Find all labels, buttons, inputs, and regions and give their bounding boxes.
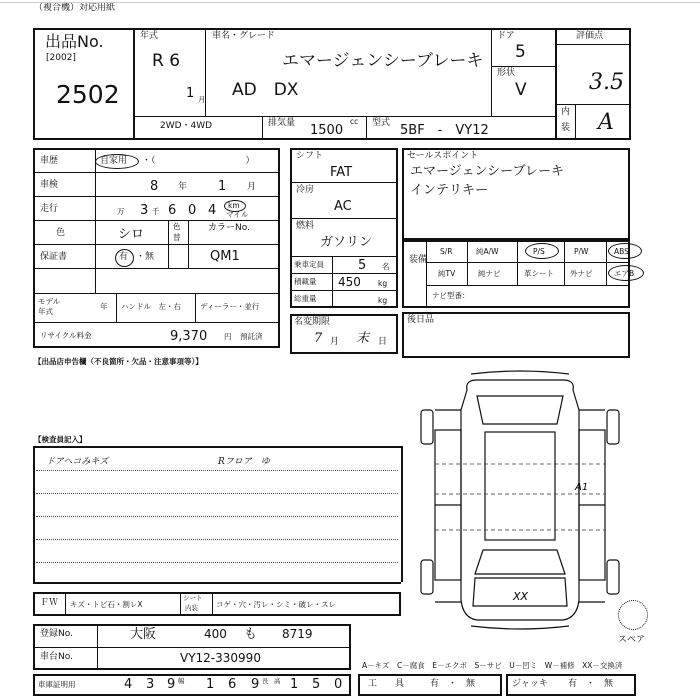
model-grade: AD DX: [232, 80, 299, 100]
door-label: ドア: [497, 31, 515, 41]
mileage-d2: 6: [168, 203, 177, 218]
load-value: 450: [338, 275, 361, 289]
details-block: [33, 148, 280, 348]
fuel-value: ガソリン: [320, 235, 373, 250]
inspection-year: 8: [150, 179, 159, 194]
type-value: 5BF - VY12: [400, 123, 489, 138]
recycle-value: 9,370: [170, 329, 208, 344]
color-value: シロ: [118, 227, 145, 242]
car-diagram: [405, 370, 635, 632]
name-change-month: 7: [314, 331, 323, 346]
spare-label: スペア: [618, 635, 646, 645]
name-change-end: 末: [356, 331, 370, 346]
chassis-value: VY12-330990: [180, 651, 261, 665]
lot-label: 出品No.: [45, 32, 104, 51]
damage-mark-xx: XX: [513, 590, 529, 603]
aircon-value: AC: [334, 199, 352, 214]
equip-ps: P/S: [533, 247, 545, 256]
shape-label: 形状: [497, 68, 516, 78]
mileage-d4: 4: [208, 203, 217, 218]
sales-point-line2: インテリキー: [410, 183, 489, 198]
color-code: QM1: [210, 249, 240, 264]
displacement-value: 1500: [310, 123, 344, 138]
registration-number: 8719: [282, 627, 313, 641]
sales-point-line1: エマージェンシーブレーキ: [410, 164, 564, 179]
mileage-d3: 0: [188, 203, 197, 218]
inspector-note-1: ドアヘコみキズ: [46, 457, 109, 467]
model-label: 車名・グレード: [212, 31, 276, 41]
drive-label: 2WD・4WD: [160, 121, 213, 131]
mileage-d1: 3: [140, 203, 149, 218]
damage-mark-a1: A1: [575, 482, 589, 493]
lot-number: 2502: [56, 80, 120, 109]
inspector-note-2: Rフロア ゆ: [218, 457, 270, 467]
year-value: R 6: [152, 51, 181, 71]
score-label: 評価点: [576, 31, 604, 41]
comment-label: 【出品店申告欄（不良箇所・欠品・注意事項等）】: [34, 357, 203, 366]
tools-value: 有 ・ 無: [430, 679, 476, 689]
damage-legend: A－キズ C－腐食 E－エクボ S－サビ U－凹ミ W－補修 XX－交換済: [362, 661, 623, 670]
score-value: 3.5: [589, 70, 624, 95]
form-note: （複合機）対応用紙: [34, 3, 116, 13]
history-value: 自家用: [100, 156, 128, 166]
spare-tire: [618, 600, 648, 630]
registration-place: 大阪: [130, 627, 157, 642]
certificate-row: [33, 674, 351, 696]
registration-kana: も: [244, 627, 258, 642]
after-market-box: [402, 312, 630, 358]
equip-airbag: エアB: [614, 269, 635, 278]
capacity-value: 5: [358, 258, 367, 273]
door-value: 5: [515, 42, 526, 62]
year-month: 1: [186, 86, 195, 101]
warranty-yes: 有: [119, 252, 129, 262]
registration-class: 400: [204, 627, 227, 641]
jack-value: 有 ・ 無: [568, 679, 614, 689]
displacement-label: 排気量: [268, 118, 296, 128]
type-label: 型式: [372, 118, 391, 128]
shift-value: FAT: [330, 165, 353, 180]
inspection-month: 1: [218, 179, 227, 194]
shape-value: V: [515, 80, 527, 100]
lot-sub-number: [2002]: [46, 53, 76, 63]
equip-abs: ABS: [614, 247, 629, 256]
model-name: エマージェンシーブレーキ: [282, 51, 484, 71]
interior-value: A: [598, 110, 614, 135]
year-label: 年式: [140, 31, 159, 41]
inspector-label: 【検査員記入】: [34, 435, 87, 444]
